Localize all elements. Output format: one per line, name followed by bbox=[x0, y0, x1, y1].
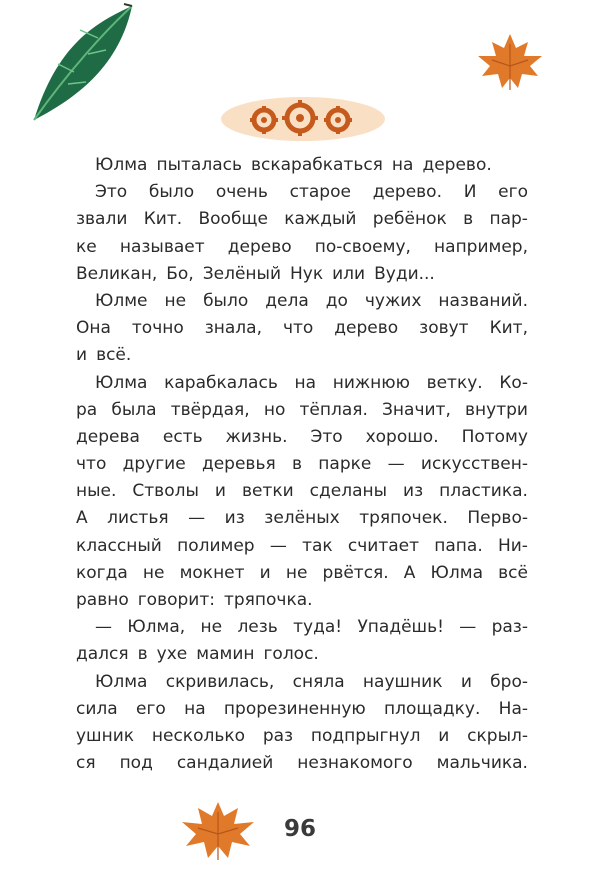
word: на bbox=[184, 698, 206, 719]
word: ке bbox=[76, 236, 97, 257]
text-line bbox=[76, 641, 528, 668]
word: Кит, bbox=[489, 318, 528, 339]
page-text bbox=[76, 152, 528, 777]
word: Это bbox=[95, 182, 128, 203]
word: Нук bbox=[290, 263, 324, 284]
word: бро- bbox=[490, 671, 528, 692]
word: или bbox=[332, 263, 366, 284]
word: не bbox=[164, 290, 187, 311]
green-leaf-icon bbox=[28, 2, 138, 124]
word: но bbox=[263, 399, 286, 420]
word: Бо, bbox=[166, 263, 194, 284]
word: Юлма bbox=[95, 372, 148, 393]
word: и bbox=[214, 481, 226, 502]
word: зовут bbox=[419, 318, 469, 339]
word: Великан, bbox=[76, 263, 158, 284]
word: и bbox=[76, 345, 88, 366]
word: сняла bbox=[292, 671, 345, 692]
word: жизнь. bbox=[225, 426, 288, 447]
word: по-своему, bbox=[314, 236, 411, 257]
text-line bbox=[76, 478, 528, 505]
text-line bbox=[76, 750, 528, 777]
word: хорошо. bbox=[365, 426, 439, 447]
word: на bbox=[294, 372, 317, 393]
word: дерево. bbox=[372, 182, 442, 203]
word: и bbox=[259, 562, 271, 583]
word: скрыл- bbox=[467, 725, 528, 746]
word: пыталась bbox=[156, 155, 242, 175]
text-line bbox=[76, 723, 528, 750]
word: мальчика. bbox=[436, 753, 528, 774]
word: полимер bbox=[177, 535, 255, 556]
word: А bbox=[403, 562, 416, 583]
word: вскарабкаться bbox=[250, 155, 383, 175]
word: не bbox=[200, 617, 223, 638]
word: старое bbox=[289, 182, 351, 203]
word: было bbox=[203, 290, 249, 311]
word: несколько bbox=[151, 725, 246, 746]
word: Юлма bbox=[430, 562, 484, 583]
word: так bbox=[302, 535, 333, 556]
word: голос. bbox=[263, 644, 319, 665]
word: названий. bbox=[438, 290, 528, 311]
word: Вуди... bbox=[374, 263, 435, 284]
word: точно bbox=[131, 318, 184, 339]
word: — bbox=[459, 617, 477, 638]
word: равно bbox=[76, 590, 129, 610]
word: карабкалась bbox=[164, 372, 278, 393]
word: до bbox=[325, 290, 348, 311]
word: Кит. bbox=[143, 209, 183, 230]
word: сандалией bbox=[176, 753, 274, 774]
word: чужих bbox=[364, 290, 422, 311]
word: Потому bbox=[461, 426, 528, 447]
word: наушник bbox=[362, 671, 443, 692]
word: Это bbox=[310, 426, 343, 447]
text-line bbox=[76, 179, 528, 206]
word: Юлма, bbox=[127, 617, 186, 638]
page-number: 96 bbox=[283, 816, 316, 842]
word: внутри bbox=[465, 399, 528, 420]
text-line bbox=[76, 560, 528, 587]
word: искусствен- bbox=[420, 454, 528, 475]
word: говорит: bbox=[137, 590, 215, 610]
word: туда! bbox=[293, 617, 343, 638]
word: звали bbox=[76, 209, 128, 230]
word: считает bbox=[347, 535, 420, 556]
word: на bbox=[391, 155, 414, 175]
word: пластика. bbox=[439, 481, 528, 502]
word: знала, bbox=[204, 318, 262, 339]
word: не bbox=[285, 562, 308, 583]
text-line bbox=[76, 261, 528, 288]
word: — bbox=[188, 508, 206, 529]
word: дерево bbox=[227, 236, 292, 257]
word: тряпочка. bbox=[223, 590, 313, 610]
text-line bbox=[76, 424, 528, 451]
word: Значит, bbox=[382, 399, 451, 420]
text-line bbox=[76, 505, 528, 532]
word: например, bbox=[434, 236, 528, 257]
word: в bbox=[463, 209, 474, 230]
word: Она bbox=[76, 318, 111, 339]
word: другие bbox=[122, 454, 186, 475]
word: всё. bbox=[96, 345, 132, 366]
word: На- bbox=[498, 698, 528, 719]
word: есть bbox=[162, 426, 203, 447]
word: И bbox=[463, 182, 477, 203]
word: каждый bbox=[284, 209, 357, 230]
word: ветки bbox=[241, 481, 294, 502]
word: Ни- bbox=[497, 535, 528, 556]
word: дела bbox=[265, 290, 309, 311]
word: ся bbox=[76, 753, 96, 774]
word: классный bbox=[76, 535, 162, 556]
word: площадку. bbox=[384, 698, 481, 719]
word: из bbox=[224, 508, 245, 529]
word: называет bbox=[119, 236, 205, 257]
word: очень bbox=[215, 182, 268, 203]
word: твёрдая, bbox=[170, 399, 250, 420]
word: ухе bbox=[156, 644, 188, 665]
word: тряпочек. bbox=[359, 508, 448, 529]
word: дерева bbox=[76, 426, 140, 447]
word: незнакомого bbox=[297, 753, 413, 774]
word: прорезиненную bbox=[223, 698, 366, 719]
word: — bbox=[387, 454, 405, 475]
word: было bbox=[148, 182, 195, 203]
word: — bbox=[269, 535, 287, 556]
word: зелёных bbox=[264, 508, 340, 529]
word: сделаны bbox=[309, 481, 388, 502]
text-line bbox=[76, 451, 528, 478]
word: нижнюю bbox=[332, 372, 410, 393]
text-line bbox=[76, 587, 528, 614]
maple-leaf-icon bbox=[472, 30, 548, 94]
text-line bbox=[76, 669, 528, 696]
word: что bbox=[76, 454, 107, 475]
word: парке bbox=[318, 454, 372, 475]
word: дерево bbox=[334, 318, 399, 339]
word: мамин bbox=[196, 644, 255, 665]
word: ра bbox=[76, 399, 98, 420]
text-line bbox=[76, 614, 528, 641]
word: раз- bbox=[491, 617, 528, 638]
word: ребёнок bbox=[372, 209, 447, 230]
word: не bbox=[142, 562, 165, 583]
word: из bbox=[403, 481, 424, 502]
word: что bbox=[282, 318, 314, 339]
word: его bbox=[135, 698, 166, 719]
word: тёплая. bbox=[299, 399, 368, 420]
text-line bbox=[76, 342, 528, 369]
text-line bbox=[76, 533, 528, 560]
word: его bbox=[498, 182, 528, 203]
text-line bbox=[76, 288, 528, 315]
word: Вообще bbox=[198, 209, 268, 230]
word: папа. bbox=[434, 535, 483, 556]
word: деревья bbox=[201, 454, 276, 475]
word: Юлма bbox=[95, 155, 148, 175]
word: Упадёшь! bbox=[357, 617, 444, 638]
word: скривилась, bbox=[165, 671, 275, 692]
text-line bbox=[76, 206, 528, 233]
word: Юлме bbox=[95, 290, 148, 311]
word: рвётся. bbox=[322, 562, 389, 583]
maple-leaf-icon bbox=[178, 798, 262, 862]
word: в bbox=[137, 644, 148, 665]
text-line bbox=[76, 315, 528, 342]
word: лезь bbox=[237, 617, 278, 638]
word: ушник bbox=[76, 725, 135, 746]
text-line bbox=[76, 397, 528, 424]
text-line bbox=[76, 152, 528, 179]
word: и bbox=[460, 671, 472, 692]
word: когда bbox=[76, 562, 128, 583]
word: Перво- bbox=[467, 508, 528, 529]
word: ветку. bbox=[426, 372, 483, 393]
text-line bbox=[76, 370, 528, 397]
word: Зелёный bbox=[202, 263, 281, 284]
word: дался bbox=[76, 644, 129, 665]
word: пар- bbox=[489, 209, 528, 230]
word: и bbox=[438, 725, 450, 746]
word: сила bbox=[76, 698, 118, 719]
word: всё bbox=[498, 562, 528, 583]
gears-ornament bbox=[220, 92, 386, 146]
word: — bbox=[95, 617, 112, 638]
word: листья bbox=[107, 508, 169, 529]
word: Стволы bbox=[132, 481, 199, 502]
word: Ко- bbox=[499, 372, 528, 393]
word: раз bbox=[262, 725, 294, 746]
word: Юлма bbox=[95, 671, 148, 692]
text-line bbox=[76, 696, 528, 723]
word: А bbox=[76, 508, 88, 529]
word: подпрыгнул bbox=[310, 725, 421, 746]
word: под bbox=[119, 753, 153, 774]
word: была bbox=[111, 399, 157, 420]
word: мокнет bbox=[179, 562, 245, 583]
word: в bbox=[291, 454, 303, 475]
text-line bbox=[76, 234, 528, 261]
word: дерево. bbox=[422, 155, 492, 175]
word: ные. bbox=[76, 481, 117, 502]
